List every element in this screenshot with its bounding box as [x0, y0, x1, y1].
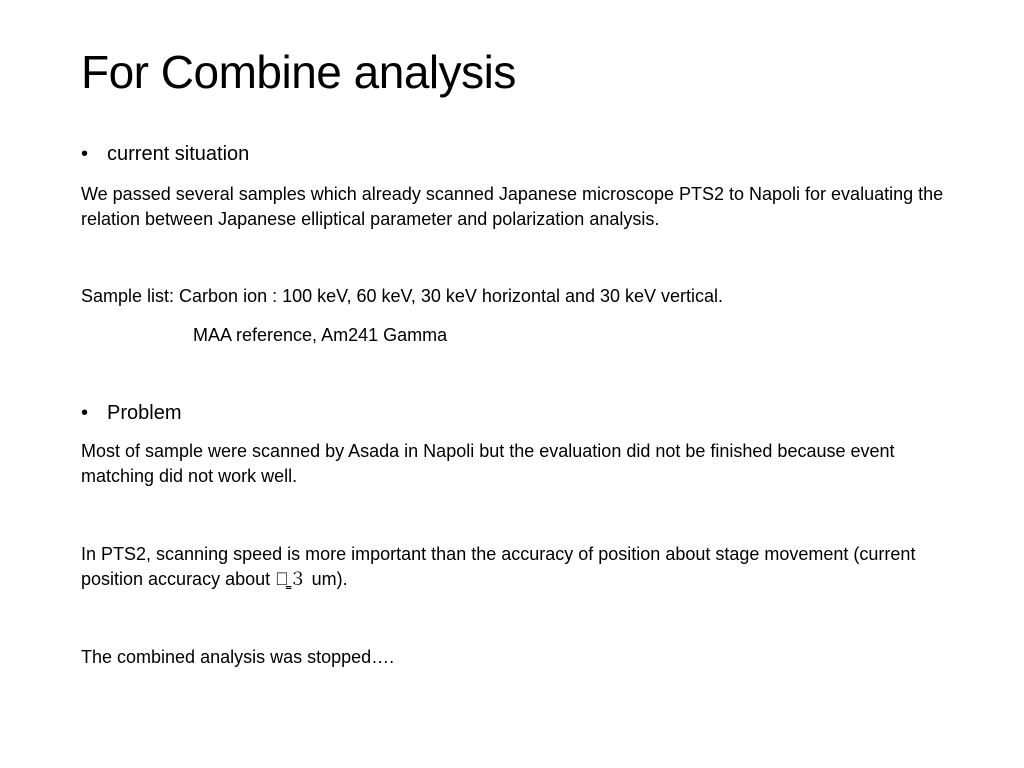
paragraph-pts2-accuracy: In PTS2, scanning speed is more important than the accuracy of position about stage movement (current position accuracy about ＋̳３ um).	[81, 544, 916, 589]
bullet-dot: •	[81, 143, 89, 165]
bullet-current-situation	[81, 141, 249, 167]
bullet-problem	[81, 400, 181, 426]
bullet-dot: •	[81, 402, 89, 424]
bullet-label: current situation	[107, 143, 250, 165]
paragraph-sample-list-continued: MAA reference, Am241 Gamma	[193, 325, 448, 345]
paragraph-samples-passed: We passed several samples which already scanned Japanese microscope PTS2 to Napoli for evaluating the relation between Japanese elliptical parameter and polarization analysis.	[81, 184, 944, 229]
bullet-label: Problem	[107, 402, 182, 424]
paragraph-problem-description: Most of sample were scanned by Asada in Napoli but the evaluation did not be finished because event matching did not work well.	[81, 441, 895, 486]
paragraph-conclusion: The combined analysis was stopped….	[81, 647, 395, 667]
paragraph-sample-list: Sample list: Carbon ion : 100 keV, 60 keV, 30 keV horizontal and 30 keV vertical.	[81, 286, 724, 306]
slide-title: For Combine analysis	[81, 46, 516, 98]
